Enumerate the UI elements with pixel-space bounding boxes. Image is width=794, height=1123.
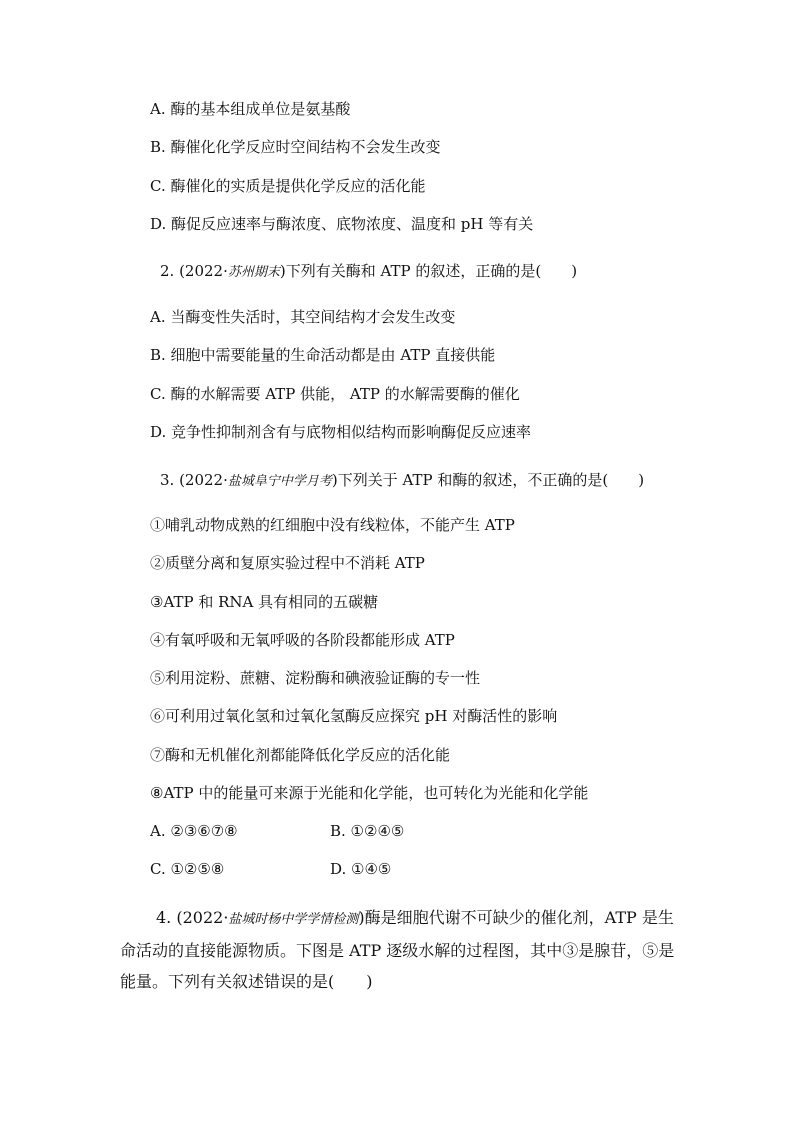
- q2-title: [160, 261, 577, 283]
- q2-option-c: C. 酶的水解需要 ATP 供能， ATP 的水解需要酶的催化: [150, 385, 520, 403]
- q1-option-b: B. 酶催化化学反应时空间结构不会发生改变: [150, 138, 441, 156]
- q1-option-d: D. 酶促反应速率与酶浓度、底物浓度、温度和 pH 等有关: [150, 215, 534, 233]
- q2-option-d: D. 竞争性抑制剂含有与底物相似结构而影响酶促反应速率: [150, 423, 532, 441]
- q4-paragraph: [120, 902, 676, 997]
- q1-option-c: C. 酶催化的实质是提供化学反应的活化能: [150, 177, 426, 195]
- q3-statement-6: ⑥可利用过氧化氢和过氧化氢酶反应探究 pH 对酶活性的影响: [150, 707, 558, 725]
- q1-option-a: A. 酶的基本组成单位是氨基酸: [150, 100, 351, 118]
- q3-statement-2: ②质壁分离和复原实验过程中不消耗 ATP: [150, 554, 425, 572]
- q3-number: 3. (2022·: [160, 471, 228, 489]
- q3-option-a: A. ②③⑥⑦⑧: [150, 822, 238, 840]
- q2-stem: )下列有关酶和 ATP 的叙述，正确的是( ): [279, 262, 578, 280]
- q2-source: 苏州期末: [227, 265, 280, 280]
- q3-statement-3: ③ATP 和 RNA 具有相同的五碳糖: [150, 593, 379, 611]
- q2-number: 2. (2022·: [160, 262, 228, 280]
- q3-source: 盐城阜宁中学月考: [227, 474, 332, 489]
- q3-option-b: B. ①②④⑤: [330, 822, 405, 840]
- q2-option-a: A. 当酶变性失活时，其空间结构才会发生改变: [150, 308, 456, 326]
- q3-option-c: C. ①②⑤⑧: [150, 860, 225, 878]
- q2-option-b: B. 细胞中需要能量的生命活动都是由 ATP 直接供能: [150, 346, 496, 364]
- q3-statement-8: ⑧ATP 中的能量可来源于光能和化学能，也可转化为光能和化学能: [150, 784, 589, 802]
- q3-statement-1: ①哺乳动物成熟的红细胞中没有线粒体，不能产生 ATP: [150, 516, 515, 534]
- q3-title: [160, 470, 644, 492]
- q3-statement-7: ⑦酶和无机催化剂都能降低化学反应的活化能: [150, 746, 451, 764]
- q3-stem: )下列关于 ATP 和酶的叙述，不正确的是( ): [331, 471, 645, 489]
- q4-text: )酶是细胞代谢不可缺少的催化剂，ATP 是生命活动的直接能源物质。下图是 ATP 逐级水解的过程图，其中③是腺苷，⑤是能量。下列有关叙述错误的是( ): [120, 908, 675, 991]
- q4-source: 盐城时杨中学学情检测: [228, 912, 359, 927]
- q3-statement-4: ④有氧呼吸和无氧呼吸的各阶段都能形成 ATP: [150, 631, 455, 649]
- q4-number: 4. (2022·: [156, 908, 229, 927]
- q3-statement-5: ⑤利用淀粉、蔗糖、淀粉酶和碘液验证酶的专一性: [150, 669, 481, 687]
- q3-option-d: D. ①④⑤: [330, 860, 392, 878]
